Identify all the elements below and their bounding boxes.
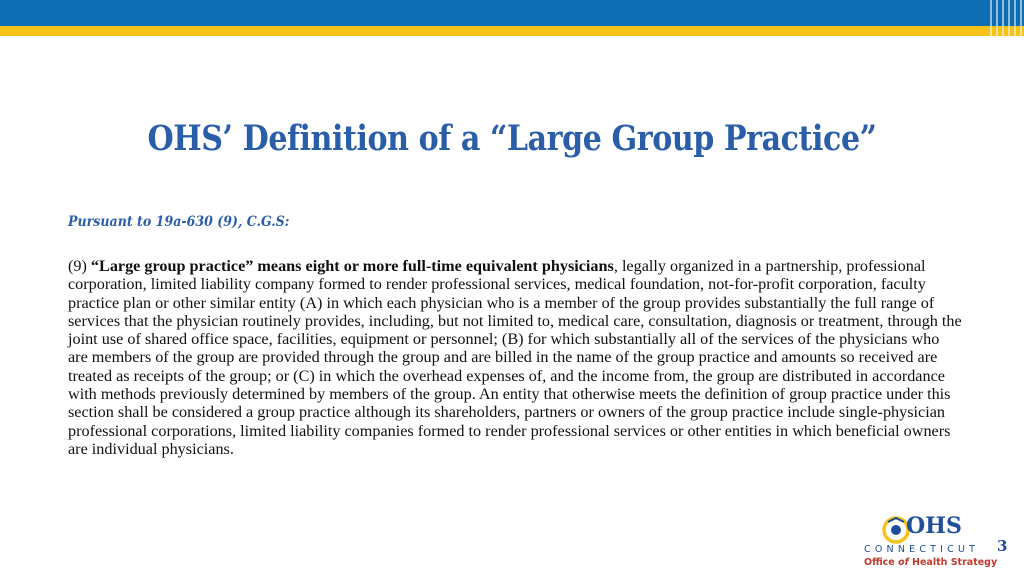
logo-name: OHS [906, 513, 962, 539]
definition-text [68, 257, 962, 458]
definition-bold-term: “Large group practice” means eight or more full-time equivalent physicians [90, 257, 614, 275]
logo-subtitle-prefix: Office [864, 557, 899, 568]
page-number: 3 [997, 537, 1008, 555]
header-stripes-decoration [990, 0, 1024, 36]
ohs-logo [862, 513, 998, 569]
logo-subtitle-suffix: Health Strategy [908, 557, 998, 568]
logo-subtitle-of: of [898, 557, 909, 568]
logo-state: CONNECTICUT [864, 544, 980, 555]
definition-prefix: (9) [68, 257, 91, 275]
definition-body: , legally organized in a partnership, professional corporation, limited liability company formed to render professional services, medical foundation, not-for-profit corporation, faculty practice plan or other similar entity (A) in which each physician who is a member of the group provides substantially the full range of services that the physician routinely provides, including, but not limited to, medical care, consultation, diagnosis or treatment, through the joint use of shared office space, facilities, equipment or personnel; (B) for which substantially all of the services of the physicians who are members of the group are provided through the group and are billed in the name of the group practice and amounts so received are treated as receipts of the group; or (C) in which the overhead expenses of, and the income from, the group are distributed in accordance with methods previously determined by members of the group. An entity that otherwise meets the definition of group practice under this section shall be considered a group practice although its shareholders, partners or owners of the group practice include single-physician professional corporations, limited liability companies formed to render professional services or other entities in which beneficial owners are individual physicians. [68, 257, 962, 458]
logo-subtitle [864, 557, 997, 568]
statute-reference: Pursuant to 19a-630 (9), C.G.S: [68, 214, 290, 230]
top-header-bar [0, 0, 1024, 26]
slide-title: OHS’ Definition of a “Large Group Practice” [147, 118, 877, 159]
top-accent-bar [0, 26, 1024, 36]
